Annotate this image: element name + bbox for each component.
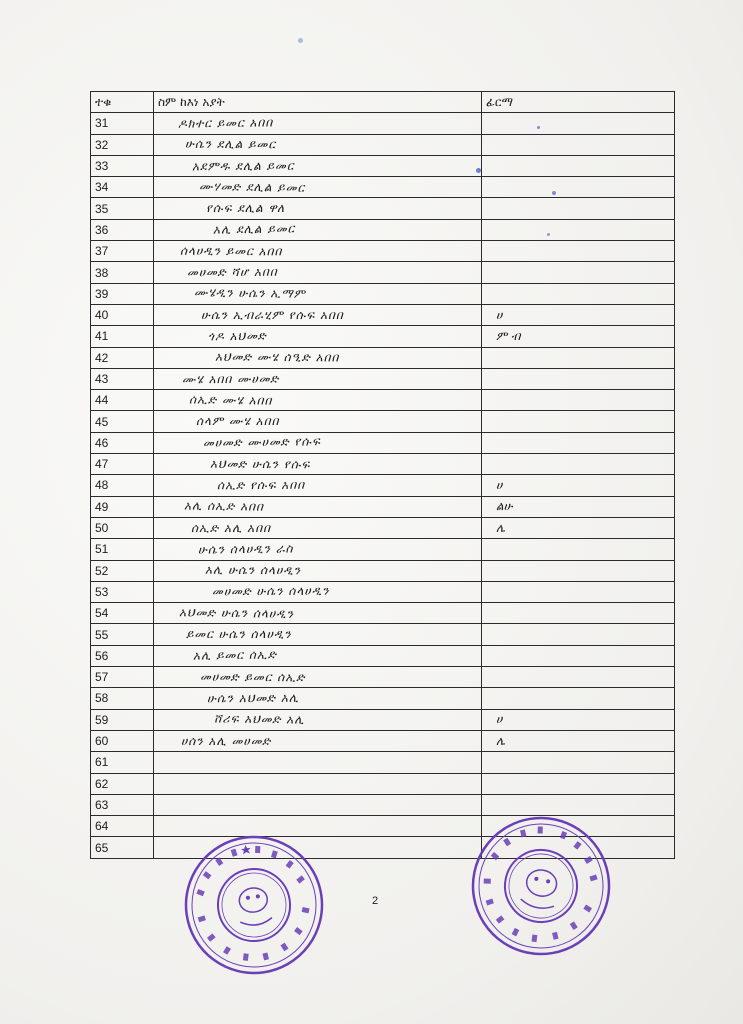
handwritten-name: ሰላም ሙሄ አበበ	[196, 414, 280, 429]
row-number: 63	[91, 794, 154, 815]
handwritten-name: አህመድ ሁሴን ሰላሀዲን	[178, 604, 295, 621]
row-number: 43	[91, 368, 154, 389]
handwritten-name: የሱፍ ደሊል ዋለ	[206, 201, 285, 216]
row-signature	[482, 155, 675, 176]
row-number: 62	[91, 773, 154, 794]
row-name	[154, 219, 482, 240]
row-number: 41	[91, 326, 154, 347]
row-number: 47	[91, 454, 154, 475]
row-signature	[482, 262, 675, 283]
row-signature	[482, 773, 675, 794]
row-signature	[482, 241, 675, 262]
row-number: 38	[91, 262, 154, 283]
row-number: 46	[91, 432, 154, 453]
row-name	[154, 155, 482, 176]
row-number: 36	[91, 219, 154, 240]
row-signature	[482, 667, 675, 688]
row-number: 52	[91, 560, 154, 581]
handwritten-name: አሊ ሰኢድ አበበ	[183, 498, 265, 514]
handwritten-name: ሙሄዲን ሁሴን ኢማም	[193, 285, 307, 302]
table-row	[91, 773, 675, 794]
table-row	[91, 454, 675, 475]
table-row	[91, 134, 675, 155]
row-name	[154, 645, 482, 666]
row-number: 40	[91, 304, 154, 325]
row-name	[154, 262, 482, 283]
table-row	[91, 113, 675, 134]
row-name	[154, 113, 482, 134]
row-name	[154, 794, 482, 815]
row-name	[154, 432, 482, 453]
row-signature	[482, 432, 675, 453]
row-name	[154, 517, 482, 538]
row-signature: ም ብ	[482, 326, 675, 347]
table-row	[91, 752, 675, 773]
table-row	[91, 624, 675, 645]
row-name	[154, 539, 482, 560]
row-signature	[482, 347, 675, 368]
row-number: 34	[91, 177, 154, 198]
handwritten-name: ሸሪፍ አህመድ አሊ	[213, 711, 305, 727]
row-name	[154, 390, 482, 411]
register-table	[90, 91, 675, 859]
table-row	[91, 155, 675, 176]
table-row	[91, 283, 675, 304]
row-name	[154, 347, 482, 368]
row-number: 55	[91, 624, 154, 645]
table-row	[91, 219, 675, 240]
header-number: ተቁ	[91, 92, 154, 113]
ink-speck	[547, 233, 550, 236]
row-number: 51	[91, 539, 154, 560]
row-signature	[482, 134, 675, 155]
row-name	[154, 667, 482, 688]
row-signature	[482, 560, 675, 581]
row-number: 64	[91, 816, 154, 837]
table-row	[91, 539, 675, 560]
row-number: 57	[91, 667, 154, 688]
row-signature	[482, 454, 675, 475]
handwritten-name: አሊ ደሊል ይመር	[212, 221, 296, 237]
row-name	[154, 241, 482, 262]
table-row	[91, 241, 675, 262]
handwritten-name: አሊ ይመር ሰኢድ	[192, 647, 278, 663]
table-row	[91, 794, 675, 815]
handwritten-name: ሙሄ አበበ ሙሀመድ	[181, 371, 280, 386]
table-row	[91, 411, 675, 432]
row-signature: ሌ	[482, 517, 675, 538]
row-name	[154, 816, 482, 837]
row-name	[154, 134, 482, 155]
handwritten-name: አሊ ሁሴን ሰላሀዲን	[204, 562, 302, 578]
handwritten-name: ሰኢድ ሙሄ አበበ	[188, 392, 273, 408]
row-name	[154, 560, 482, 581]
row-number: 49	[91, 496, 154, 517]
table-row	[91, 177, 675, 198]
handwritten-name: ሁሴን አህመድ አሊ	[206, 690, 300, 706]
row-number: 54	[91, 603, 154, 624]
row-number: 33	[91, 155, 154, 176]
row-number: 56	[91, 645, 154, 666]
table-row	[91, 667, 675, 688]
row-number: 60	[91, 730, 154, 751]
table-row	[91, 390, 675, 411]
official-seal-icon	[174, 825, 334, 985]
table-row	[91, 517, 675, 538]
row-name	[154, 454, 482, 475]
row-signature	[482, 688, 675, 709]
table-row	[91, 198, 675, 219]
row-name	[154, 283, 482, 304]
row-number: 65	[91, 837, 154, 858]
row-name	[154, 603, 482, 624]
row-name	[154, 709, 482, 730]
row-name	[154, 304, 482, 325]
table-row	[91, 262, 675, 283]
row-name	[154, 752, 482, 773]
table-row	[91, 326, 675, 347]
row-signature	[482, 603, 675, 624]
table-row	[91, 603, 675, 624]
row-signature	[482, 581, 675, 602]
row-number: 59	[91, 709, 154, 730]
row-name	[154, 496, 482, 517]
table-row	[91, 432, 675, 453]
row-number: 35	[91, 198, 154, 219]
ink-speck	[537, 126, 540, 129]
row-name	[154, 773, 482, 794]
row-name	[154, 411, 482, 432]
row-number: 58	[91, 688, 154, 709]
row-signature	[482, 411, 675, 432]
header-name: ስም ከእነ አያት	[154, 92, 482, 113]
row-signature: ሀ	[482, 304, 675, 325]
ink-speck	[552, 191, 556, 195]
handwritten-name: ሰኢድ የሱፍ አበበ	[216, 477, 306, 493]
row-signature	[482, 113, 675, 134]
row-signature	[482, 645, 675, 666]
table-row	[91, 496, 675, 517]
row-number: 50	[91, 517, 154, 538]
row-name	[154, 730, 482, 751]
official-seal-icon	[457, 802, 625, 970]
handwritten-name: አህመድ ሙሄ ሰዒድ አበበ	[214, 349, 340, 365]
handwritten-name: ሀሰን አሊ መሀመድ	[181, 733, 272, 748]
handwritten-name: ዶክተር ይመር አበበ	[177, 115, 274, 131]
ink-speck	[476, 168, 481, 173]
row-number: 32	[91, 134, 154, 155]
row-number: 45	[91, 411, 154, 432]
table-row	[91, 581, 675, 602]
row-number: 39	[91, 283, 154, 304]
row-signature	[482, 539, 675, 560]
handwritten-name: ሰኢድ አሊ አበበ	[191, 520, 271, 535]
table-row	[91, 347, 675, 368]
row-name	[154, 624, 482, 645]
handwritten-name: ሰላሀዲን ይመር አበበ	[179, 243, 283, 259]
handwritten-name: መሀመድ ሁሴን ሰላሀዲን	[211, 584, 330, 599]
row-signature	[482, 198, 675, 219]
row-signature: ሀ	[482, 709, 675, 730]
handwritten-name: መሀመድ ሙሀመድ የሱፍ	[202, 434, 321, 451]
table-row	[91, 560, 675, 581]
row-signature: ልሁ	[482, 496, 675, 517]
row-number: 53	[91, 581, 154, 602]
table-row	[91, 645, 675, 666]
row-number: 44	[91, 390, 154, 411]
handwritten-name: መሀመድ ሻሆ አበበ	[186, 264, 278, 280]
table-header-row	[91, 92, 675, 113]
row-signature	[482, 624, 675, 645]
table-row	[91, 304, 675, 325]
row-name	[154, 581, 482, 602]
row-signature	[482, 219, 675, 240]
row-signature: ሌ	[482, 730, 675, 751]
row-signature	[482, 390, 675, 411]
row-signature	[482, 368, 675, 389]
row-number: 31	[91, 113, 154, 134]
row-signature	[482, 177, 675, 198]
row-name	[154, 475, 482, 496]
table-row	[91, 475, 675, 496]
handwritten-name: መሀመድ ይመር ሰኢድ	[199, 669, 306, 685]
row-number: 48	[91, 475, 154, 496]
handwritten-name: ሁሴን ሰላሀዲን ራስ	[197, 541, 294, 557]
table-row	[91, 730, 675, 751]
row-signature	[482, 283, 675, 304]
page-number: 2	[372, 895, 379, 907]
row-number: 42	[91, 347, 154, 368]
handwritten-name: ሁሴን ደሊል ይመር	[184, 136, 277, 152]
row-signature	[482, 752, 675, 773]
handwritten-name: ሙሃመድ ደሊል ይመር	[198, 179, 306, 195]
row-signature: ሀ	[482, 475, 675, 496]
row-number: 61	[91, 752, 154, 773]
handwritten-name: ጎዶ አህመድ	[207, 328, 267, 344]
header-signature: ፊርማ	[482, 92, 675, 113]
handwritten-name: አደምዱ ደሊል ይመር	[191, 158, 295, 173]
row-number: 37	[91, 241, 154, 262]
row-name	[154, 368, 482, 389]
table-row	[91, 709, 675, 730]
row-name	[154, 198, 482, 219]
handwritten-name: ይመር ሁሴን ሰላሀዲን	[186, 627, 292, 642]
row-name	[154, 326, 482, 347]
table-row	[91, 368, 675, 389]
row-name	[154, 688, 482, 709]
row-name	[154, 177, 482, 198]
handwritten-name: ሁሴን ኢብራሂም የሱፍ አበበ	[201, 307, 344, 322]
handwritten-name: አህመድ ሁሴን የሱፍ	[209, 456, 311, 472]
ink-speck	[298, 38, 303, 43]
table-row	[91, 688, 675, 709]
